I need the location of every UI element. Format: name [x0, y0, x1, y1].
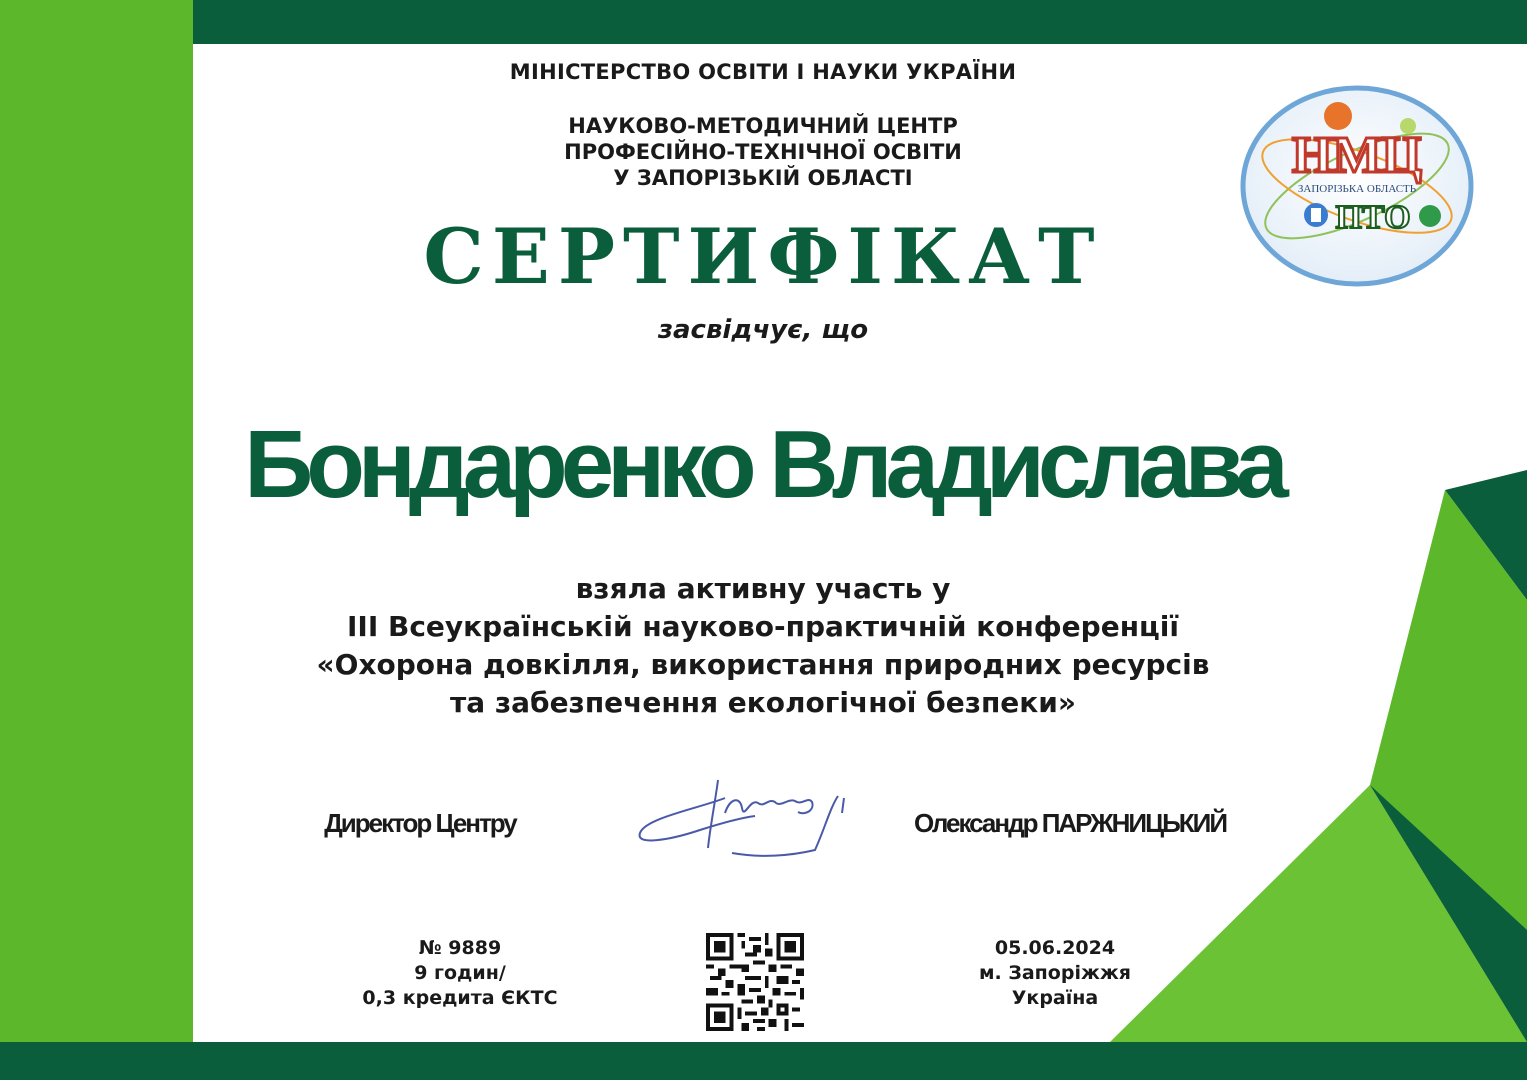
svg-text:ЗАПОРІЗЬКА ОБЛАСТЬ: ЗАПОРІЗЬКА ОБЛАСТЬ	[1297, 183, 1417, 195]
certificate-title: СЕРТИФІКАТ	[423, 212, 1103, 301]
svg-text:НМЦ: НМЦ	[1292, 127, 1422, 184]
organization-line: ПРОФЕСІЙНО-ТЕХНІЧНОЇ ОСВІТИ	[564, 140, 962, 164]
qr-code[interactable]	[706, 933, 804, 1031]
svg-text:ПТО: ПТО	[1335, 199, 1411, 236]
certificate-number-block	[330, 936, 590, 1011]
organization-line: У ЗАПОРІЗЬКІЙ ОБЛАСТІ	[613, 166, 913, 190]
participation-description	[193, 570, 1333, 722]
hours: 9 годин/	[414, 962, 506, 984]
description-line: взяла активну участь у	[575, 572, 951, 605]
description-line: та забезпечення екологічної безпеки»	[449, 686, 1077, 719]
description-line: «Охорона довкілля, використання природних ресурсів	[316, 648, 1210, 681]
recipient-name: Бондаренко Владислава	[244, 411, 1282, 518]
organization-line: НАУКОВО-МЕТОДИЧНИЙ ЦЕНТР	[568, 114, 958, 138]
organization-name	[193, 113, 1333, 191]
signatory-position: Директор Центру	[324, 808, 516, 838]
handwritten-signature	[630, 768, 860, 868]
signatory-name: Олександр ПАРЖНИЦЬКИЙ	[913, 808, 1227, 838]
issue-date: 05.06.2024	[994, 937, 1116, 959]
country: Україна	[1011, 987, 1099, 1009]
date-place-block	[940, 936, 1170, 1011]
ects-credits: 0,3 кредита ЄКТС	[362, 987, 558, 1009]
bottom-green-bar	[0, 1042, 1527, 1080]
city: м. Запоріжжя	[979, 962, 1131, 984]
certifies-text: засвідчує, що	[657, 315, 869, 345]
description-line: ІІІ Всеукраїнській науково-практичній конференції	[346, 610, 1179, 643]
nmc-pto-logo-icon	[1238, 80, 1476, 292]
ministry-title: МІНІСТЕРСТВО ОСВІТИ І НАУКИ УКРАЇНИ	[509, 60, 1017, 84]
certificate-number: № 9889	[418, 937, 502, 959]
